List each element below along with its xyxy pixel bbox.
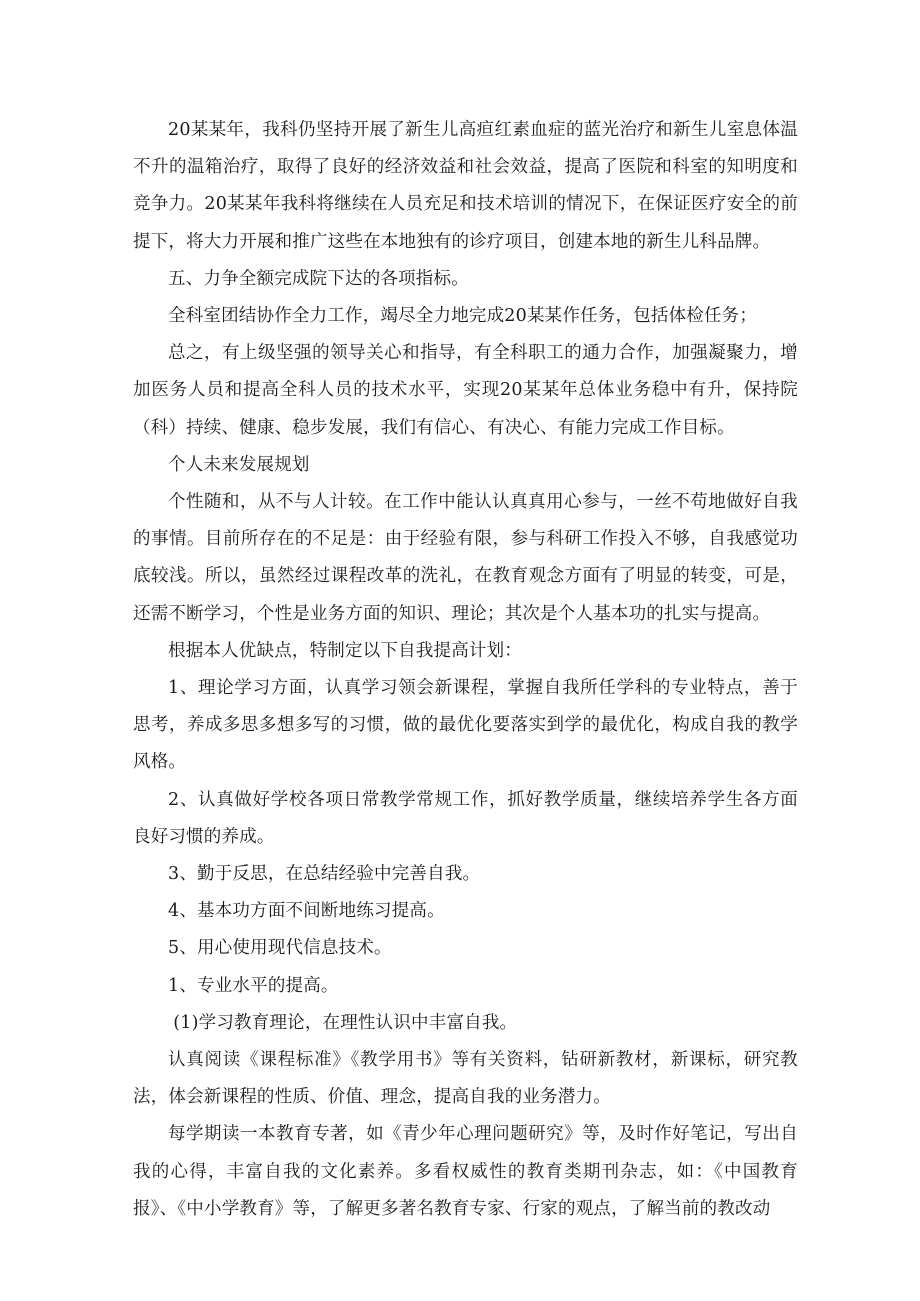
paragraph-plan-intro: 根据本人优缺点，特制定以下自我提高计划： — [168, 640, 522, 661]
paragraph-section-title: 个人未来发展规划 — [168, 454, 310, 475]
paragraph-personality: 个性随和，从不与人计较。在工作中能认认真真用心参与，一丝不苟地做好自我的事情。目前所存在的不足是：由于经验有限，参与科研工作投入不够，自我感觉功底较浅。所以，虽然经过课程改革的洗礼，在教育观念方面有了明显的转变，可是，还需不断学习，个性是业务方面的知识、理论；其次是个人基本功的扎实与提高。 — [133, 492, 798, 624]
paragraph-sub-1-theory: (1)学习教育理论，在理性认识中丰富自我。 — [173, 1012, 518, 1033]
paragraph-item-5-tech: 5、用心使用现代信息技术。 — [168, 938, 392, 959]
paragraph-reading-materials: 认真阅读《课程标准》《教学用书》等有关资料，钻研新教材，新课标，研究教法，体会新课程的性质、价值、理念，提高自我的业务潜力。 — [133, 1050, 798, 1108]
document-body — [133, 112, 798, 1228]
paragraph-item-1-theory: 1、理论学习方面，认真学习领会新课程，掌握自我所任学科的专业特点，善于思考，养成多思多想多写的习惯，做的最优化要落实到学的最优化，构成自我的教学风格。 — [133, 678, 798, 773]
paragraph-heading-five: 五、力争全额完成院下达的各项指标。 — [168, 268, 469, 289]
paragraph-item-4-basics: 4、基本功方面不间断地练习提高。 — [168, 901, 445, 922]
paragraph-item-3-reflect: 3、勤于反思，在总结经验中完善自我。 — [168, 864, 481, 885]
paragraph-item-2-routine: 2、认真做好学校各项日常教学常规工作，抓好教学质量，继续培养学生各方面良好习惯的养成。 — [133, 789, 798, 847]
paragraph-professional: 1、专业水平的提高。 — [168, 975, 339, 996]
paragraph-teamwork: 全科室团结协作全力工作，竭尽全力地完成20某某作任务，包括体检任务； — [168, 306, 758, 327]
paragraph-reading-books: 每学期读一本教育专著，如《青少年心理问题研究》等，及时作好笔记，写出自我的心得，丰富自我的文化素养。多看权威性的教育类期刊杂志，如：《中国教育报》、《中小学教育》等，了解更多著名教育专家、行家的观点，了解当前的教改动 — [133, 1124, 798, 1219]
paragraph-neonatal-treatment: 20某某年，我科仍坚持开展了新生儿高疸红素血症的蓝光治疗和新生儿室息体温不升的温箱治疗，取得了良好的经济效益和社会效益，提高了医院和科室的知明度和竞争力。20某某年我科将继续在人员充足和技术培训的情况下，在保证医疗安全的前提下，将大力开展和推广这些在本地独有的诊疗项目，创建本地的新生儿科品牌。 — [133, 120, 798, 252]
paragraph-conclusion: 总之，有上级坚强的领导关心和指导，有全科职工的通力合作，加强凝聚力，增加医务人员和提高全科人员的技术水平，实现20某某年总体业务稳中有升，保持院（科）持续、健康、稳步发展，我们有信心、有决心、有能力完成工作目标。 — [133, 343, 798, 438]
